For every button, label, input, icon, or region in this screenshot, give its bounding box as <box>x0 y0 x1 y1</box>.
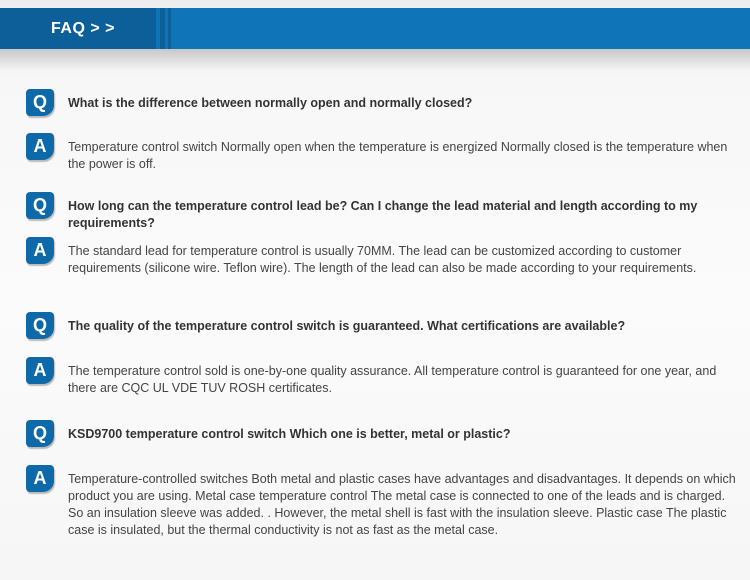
answer-text: The temperature control sold is one-by-one quality assurance. All temperature control is guaranteed for one year, and there are CQC UL VDE TUV ROSH certificates. <box>68 364 717 395</box>
answer-text: Temperature-controlled switches Both metal and plastic cases have advantages and disadvantages. It depends on which product you are using. Metal case temperature control The metal case is connected to one of the leads and is charged. So an insulation sleeve was added. . However, the metal shell is fast with the insulation sleeve. Plastic case The plastic case is insulated, but the thermal conductivity is not as fast as the metal case. <box>68 472 736 537</box>
answer-badge-icon: A <box>26 357 54 384</box>
header-stripe-decoration <box>160 8 165 49</box>
answer-text: Temperature control switch Normally open when the temperature is energized Normally closed is the temperature when the power is off. <box>68 140 728 171</box>
header-shadow <box>0 49 750 71</box>
question-badge-icon: Q <box>26 312 54 339</box>
answer-text: The standard lead for temperature control is usually 70MM. The lead can be customized according to customer requirements (silicone wire. Teflon wire). The length of the lead can also be made according to your requirements. <box>68 244 697 275</box>
question-badge-icon: Q <box>26 420 54 447</box>
question-text: What is the difference between normally open and normally closed? <box>68 96 473 110</box>
question-badge-icon: Q <box>26 89 54 116</box>
answer-badge-icon: A <box>26 133 54 160</box>
header-stripe-decoration <box>168 8 171 49</box>
faq-title: FAQ > > <box>51 20 115 37</box>
answer-badge-icon: A <box>26 465 54 492</box>
question-text: The quality of the temperature control switch is guaranteed. What certifications are available? <box>68 319 626 333</box>
faq-header <box>0 8 750 49</box>
question-badge-icon: Q <box>26 192 54 219</box>
question-text: KSD9700 temperature control switch Which one is better, metal or plastic? <box>68 427 511 441</box>
answer-badge-icon: A <box>26 237 54 264</box>
question-text: How long can the temperature control lead be? Can I change the lead material and length according to my requirements? <box>68 199 698 230</box>
